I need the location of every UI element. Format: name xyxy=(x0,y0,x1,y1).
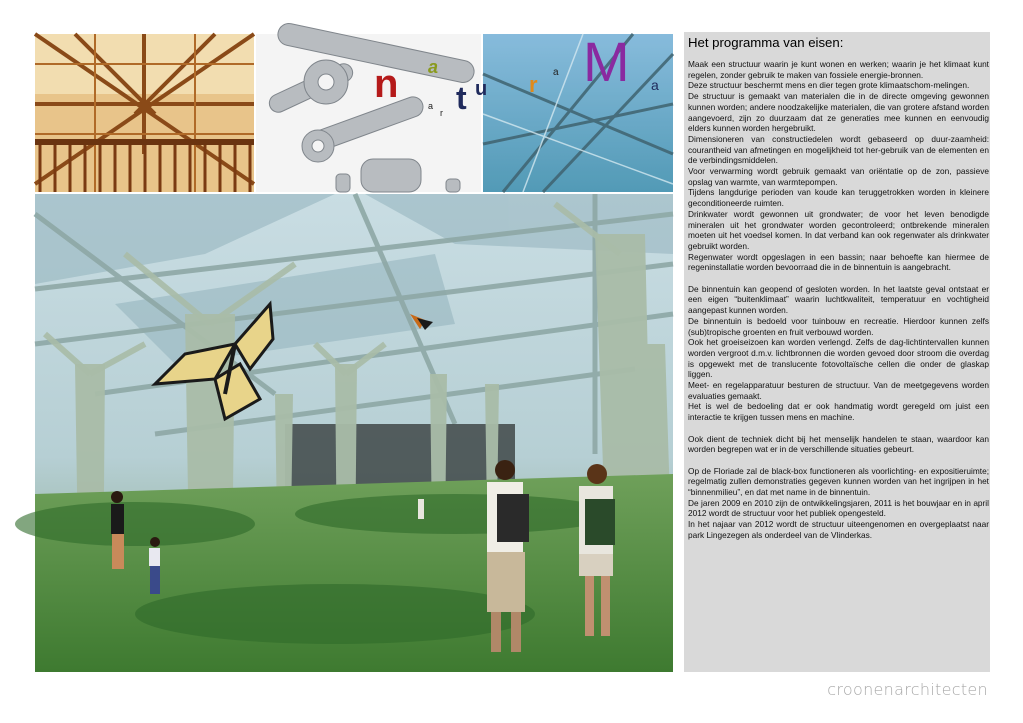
logo-letter-a: a xyxy=(553,67,559,78)
requirement-paragraph: In het najaar van 2012 wordt de structuur uiteengenomen en overgeplaatst naar park Lingezegen als onderdeel van de Vlinderkas. xyxy=(688,519,989,540)
logo-letter-a: a xyxy=(651,77,659,93)
requirement-paragraph: De binnentuin kan geopend of gesloten worden. In het laatste geval ontstaat er een eigen “buitenklimaat” waarin luchtkwaliteit, temperatuur en vochtigheid aangepast kunnen worden. xyxy=(688,283,989,316)
requirement-paragraph: Ook dient de techniek dicht bij het menselijk handelen te staan, waardoor kan worden begrepen wat er in de verschillende situaties gebeurt. xyxy=(688,433,989,455)
requirements-paragraphs xyxy=(688,59,989,541)
requirement-paragraph: De binnentuin is bedoeld voor tuinbouw en recreatie. Hierdoor kunnen zelfs (sub)tropische groenten en fruit verbouwd worden. xyxy=(688,315,989,337)
steel-node-photo xyxy=(256,34,481,192)
requirement-paragraph: Ook het groeiseizoen kan worden verlengd. Zelfs de dag-lichtintervallen kunnen worden vergroot d.m.v. lichtbronnen die worden gevoed door stroom die overdag is opgewekt met de translucente fotovoltaïsche cellen die onder de glaskap liggen. xyxy=(688,337,989,380)
requirement-paragraph: Het is wel de bedoeling dat er ook handmatig wordt geregeld om juist een interactie te krijgen tussen mens en machine. xyxy=(688,401,989,423)
requirement-paragraph: Drinkwater wordt gewonnen uit grondwater; de voor het leven benodigde mineralen uit het grondwater worden gecontroleerd; ontbrekende mineralen moeten uit het voedsel komen. In dat verband kan ook regenwater als drinkwater gebruikt worden. xyxy=(688,208,989,251)
logo-letter-r: r xyxy=(440,108,443,118)
logo-letter-a: a xyxy=(428,57,439,77)
requirements-text-panel xyxy=(684,32,990,672)
firm-signature: croonenarchitecten xyxy=(827,680,988,699)
requirement-paragraph: Dimensioneren van constructiedelen wordt gebaseerd op duur-zaamheid: courantheid van afmetingen en mogelijkheid tot her-gebruik van de elementen en de verbindingsmiddelen. xyxy=(688,133,989,166)
logo-letter-t: t xyxy=(456,80,467,116)
requirement-paragraph: Op de Floriade zal de black-box functioneren als voorlichting- en expositieruimte; regelmatig zullen demonstraties gegeven kunnen worden van het ingrijpen in het “binnenmilieu”, en dat met name in de binnentuin. xyxy=(688,465,989,498)
requirement-paragraph: De jaren 2009 en 2010 zijn de ontwikkelingsjaren, 2011 is het bouwjaar en in april 2012 wordt de structuur voor het publiek opengesteld. xyxy=(688,497,989,519)
logo-letter-r: r xyxy=(529,72,538,97)
logo-letter-n: n xyxy=(374,62,399,106)
logo-letter-u: u xyxy=(475,78,488,100)
timber-roof-photo xyxy=(35,34,254,192)
requirement-paragraph: Meet- en regelapparatuur besturen de structuur. Van de meetgegevens worden evaluaties gemaakt. xyxy=(688,380,989,401)
requirement-paragraph: Tijdens langdurige perioden van koude kan teruggetrokken worden in kleinere geconditioneerde ruimten. xyxy=(688,187,989,209)
requirement-paragraph: Maak een structuur waarin je kunt wonen en werken; waarin je het klimaat kunt regelen, zonder gebruik te maken van fossiele energie-bronnen. xyxy=(688,59,989,80)
requirement-paragraph: De structuur is gemaakt van materialen die in de directe omgeving gewonnen kunnen worden; andere noodzakelijke materialen, die van grotere afstand worden aangevoerd, zijn zo duurzaam dat ze generaties mee kunnen en eenvoudig elders kunnen worden hergebruikt. xyxy=(688,91,989,134)
requirement-paragraph: Regenwater wordt opgeslagen in een bassin; naar behoefte kan hiermee de regeninstallatie worden bevoorraad die in de binnentuin is aangebracht. xyxy=(688,251,989,273)
glass-roof-photo xyxy=(475,30,673,192)
logo-letter-M: M xyxy=(583,30,630,93)
greenhouse-interior-rendering xyxy=(35,194,673,672)
requirement-paragraph: Deze structuur beschermt mens en dier tegen grote klimaatschom-melingen. xyxy=(688,80,970,91)
requirement-paragraph: Voor verwarming wordt gebruik gemaakt van oriëntatie op de zon, passieve opslag van warmte, van warmtepompen. xyxy=(688,166,989,187)
program-heading: Het programma van eisen: xyxy=(688,35,844,50)
logo-letter-a: a xyxy=(428,101,434,111)
distant-figure xyxy=(418,499,424,519)
